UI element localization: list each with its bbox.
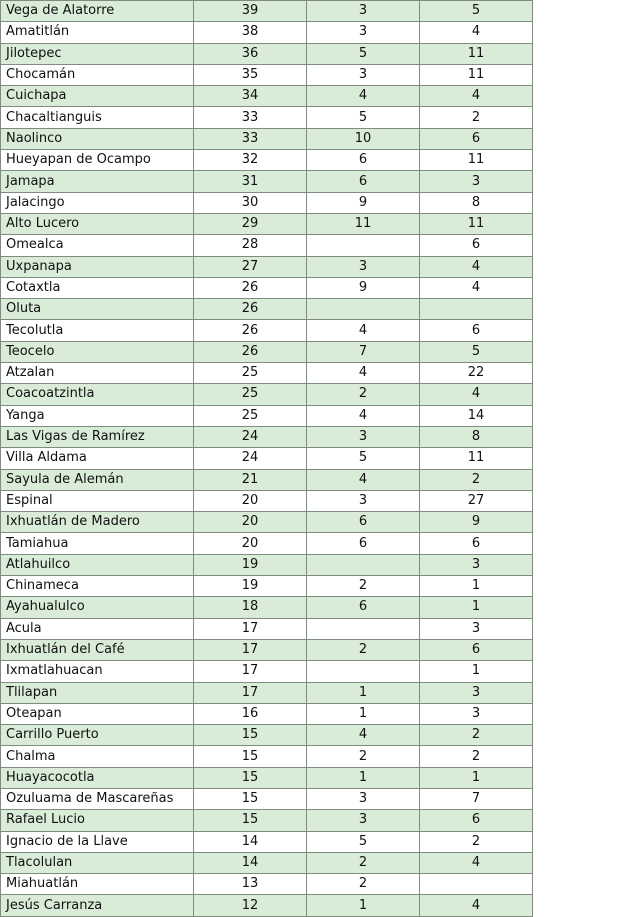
municipality-cell: Chalma: [1, 746, 194, 767]
table-row: [1, 618, 533, 639]
value-cell-2: 6: [307, 171, 420, 192]
table-row: [1, 277, 533, 298]
value-cell-3: 27: [420, 490, 533, 511]
value-cell-1: 17: [194, 618, 307, 639]
value-cell-2: 2: [307, 384, 420, 405]
municipality-cell: Tamiahua: [1, 533, 194, 554]
value-cell-2: 2: [307, 576, 420, 597]
value-cell-2: 4: [307, 725, 420, 746]
table-row: [1, 746, 533, 767]
value-cell-3: 2: [420, 107, 533, 128]
table-row: [1, 874, 533, 895]
table-row: [1, 1, 533, 22]
table-row: [1, 703, 533, 724]
value-cell-2: [307, 554, 420, 575]
value-cell-2: 6: [307, 597, 420, 618]
value-cell-3: 2: [420, 725, 533, 746]
municipality-cell: Vega de Alatorre: [1, 1, 194, 22]
value-cell-1: 39: [194, 1, 307, 22]
value-cell-1: 17: [194, 661, 307, 682]
table-row: [1, 128, 533, 149]
table-row: [1, 320, 533, 341]
table-row: [1, 43, 533, 64]
value-cell-2: 10: [307, 128, 420, 149]
table-row: [1, 576, 533, 597]
value-cell-1: 30: [194, 192, 307, 213]
municipality-cell: Yanga: [1, 405, 194, 426]
municipality-cell: Tlilapan: [1, 682, 194, 703]
table-row: [1, 341, 533, 362]
value-cell-1: 17: [194, 682, 307, 703]
value-cell-1: 29: [194, 213, 307, 234]
value-cell-2: 3: [307, 788, 420, 809]
municipality-cell: Ozuluama de Mascareñas: [1, 788, 194, 809]
value-cell-1: 13: [194, 874, 307, 895]
municipality-cell: Cuichapa: [1, 86, 194, 107]
value-cell-2: 5: [307, 43, 420, 64]
municipality-cell: Ignacio de la Llave: [1, 831, 194, 852]
municipality-cell: Teocelo: [1, 341, 194, 362]
municipality-cell: Atzalan: [1, 363, 194, 384]
value-cell-3: 8: [420, 426, 533, 447]
table-row: [1, 490, 533, 511]
table-row: [1, 171, 533, 192]
value-cell-3: 11: [420, 213, 533, 234]
municipality-cell: Coacoatzintla: [1, 384, 194, 405]
value-cell-1: 20: [194, 512, 307, 533]
value-cell-1: 25: [194, 384, 307, 405]
municipality-cell: Alto Lucero: [1, 213, 194, 234]
value-cell-1: 14: [194, 852, 307, 873]
value-cell-2: 4: [307, 363, 420, 384]
table-row: [1, 810, 533, 831]
municipality-cell: Tecolutla: [1, 320, 194, 341]
table-row: [1, 299, 533, 320]
value-cell-2: [307, 661, 420, 682]
value-cell-3: 4: [420, 86, 533, 107]
table-row: [1, 22, 533, 43]
value-cell-3: 3: [420, 171, 533, 192]
value-cell-1: 33: [194, 128, 307, 149]
value-cell-3: 8: [420, 192, 533, 213]
table-row: [1, 852, 533, 873]
municipality-cell: Jamapa: [1, 171, 194, 192]
value-cell-3: 6: [420, 320, 533, 341]
value-cell-2: 1: [307, 703, 420, 724]
value-cell-3: 1: [420, 576, 533, 597]
value-cell-2: 5: [307, 448, 420, 469]
municipality-cell: Ixmatlahuacan: [1, 661, 194, 682]
value-cell-3: 3: [420, 703, 533, 724]
value-cell-2: 2: [307, 639, 420, 660]
table-row: [1, 788, 533, 809]
value-cell-1: 21: [194, 469, 307, 490]
value-cell-2: 6: [307, 533, 420, 554]
municipality-cell: Hueyapan de Ocampo: [1, 150, 194, 171]
value-cell-3: 11: [420, 150, 533, 171]
table-row: [1, 426, 533, 447]
table-row: [1, 107, 533, 128]
value-cell-3: 2: [420, 831, 533, 852]
value-cell-3: 7: [420, 788, 533, 809]
table-row: [1, 235, 533, 256]
value-cell-2: [307, 235, 420, 256]
value-cell-2: 2: [307, 746, 420, 767]
value-cell-2: 4: [307, 405, 420, 426]
value-cell-1: 26: [194, 299, 307, 320]
value-cell-2: 3: [307, 64, 420, 85]
municipality-cell: Carrillo Puerto: [1, 725, 194, 746]
value-cell-2: 3: [307, 426, 420, 447]
municipality-cell: Atlahuilco: [1, 554, 194, 575]
table-row: [1, 831, 533, 852]
municipality-cell: Jalacingo: [1, 192, 194, 213]
municipality-cell: Tlacolulan: [1, 852, 194, 873]
value-cell-1: 28: [194, 235, 307, 256]
value-cell-3: 4: [420, 852, 533, 873]
value-cell-3: 3: [420, 682, 533, 703]
value-cell-3: 3: [420, 618, 533, 639]
table-row: [1, 213, 533, 234]
value-cell-1: 31: [194, 171, 307, 192]
municipality-cell: Oteapan: [1, 703, 194, 724]
value-cell-3: 14: [420, 405, 533, 426]
value-cell-1: 20: [194, 490, 307, 511]
value-cell-1: 15: [194, 810, 307, 831]
value-cell-3: 4: [420, 277, 533, 298]
value-cell-3: 6: [420, 810, 533, 831]
municipality-cell: Chacaltianguis: [1, 107, 194, 128]
value-cell-2: 6: [307, 512, 420, 533]
municipality-cell: Huayacocotla: [1, 767, 194, 788]
municipality-cell: Jilotepec: [1, 43, 194, 64]
value-cell-3: 11: [420, 64, 533, 85]
table-row: [1, 597, 533, 618]
value-cell-1: 16: [194, 703, 307, 724]
table-row: [1, 767, 533, 788]
value-cell-1: 20: [194, 533, 307, 554]
value-cell-3: 4: [420, 384, 533, 405]
table-row: [1, 895, 533, 916]
value-cell-1: 26: [194, 320, 307, 341]
value-cell-3: 2: [420, 746, 533, 767]
table-row: [1, 554, 533, 575]
value-cell-3: [420, 874, 533, 895]
value-cell-2: 5: [307, 831, 420, 852]
value-cell-2: 9: [307, 192, 420, 213]
value-cell-1: 15: [194, 746, 307, 767]
value-cell-1: 36: [194, 43, 307, 64]
municipality-cell: Rafael Lucio: [1, 810, 194, 831]
value-cell-3: 1: [420, 767, 533, 788]
value-cell-2: 3: [307, 810, 420, 831]
table-row: [1, 150, 533, 171]
municipality-cell: Acula: [1, 618, 194, 639]
value-cell-3: 6: [420, 639, 533, 660]
value-cell-3: 22: [420, 363, 533, 384]
municipality-cell: Villa Aldama: [1, 448, 194, 469]
value-cell-1: 32: [194, 150, 307, 171]
table-row: [1, 469, 533, 490]
value-cell-3: 4: [420, 895, 533, 916]
value-cell-1: 19: [194, 554, 307, 575]
value-cell-3: 6: [420, 533, 533, 554]
municipality-cell: Miahuatlán: [1, 874, 194, 895]
value-cell-1: 18: [194, 597, 307, 618]
value-cell-1: 25: [194, 363, 307, 384]
value-cell-3: 4: [420, 256, 533, 277]
value-cell-2: 3: [307, 22, 420, 43]
value-cell-2: 1: [307, 895, 420, 916]
value-cell-3: 3: [420, 554, 533, 575]
value-cell-1: 15: [194, 788, 307, 809]
value-cell-2: 3: [307, 1, 420, 22]
value-cell-2: 6: [307, 150, 420, 171]
value-cell-1: 34: [194, 86, 307, 107]
municipality-cell: Sayula de Alemán: [1, 469, 194, 490]
table-row: [1, 725, 533, 746]
value-cell-1: 24: [194, 426, 307, 447]
table-row: [1, 682, 533, 703]
value-cell-2: 7: [307, 341, 420, 362]
value-cell-2: 5: [307, 107, 420, 128]
municipality-cell: Uxpanapa: [1, 256, 194, 277]
value-cell-2: 2: [307, 852, 420, 873]
value-cell-2: 11: [307, 213, 420, 234]
value-cell-3: 6: [420, 235, 533, 256]
value-cell-3: 5: [420, 341, 533, 362]
table-row: [1, 192, 533, 213]
value-cell-1: 14: [194, 831, 307, 852]
table-row: [1, 363, 533, 384]
value-cell-3: [420, 299, 533, 320]
value-cell-3: 1: [420, 661, 533, 682]
value-cell-2: 1: [307, 767, 420, 788]
municipality-cell: Chinameca: [1, 576, 194, 597]
value-cell-1: 17: [194, 639, 307, 660]
value-cell-3: 5: [420, 1, 533, 22]
municipality-cell: Espinal: [1, 490, 194, 511]
municipality-cell: Jesús Carranza: [1, 895, 194, 916]
value-cell-1: 33: [194, 107, 307, 128]
value-cell-1: 26: [194, 341, 307, 362]
value-cell-1: 15: [194, 725, 307, 746]
value-cell-1: 24: [194, 448, 307, 469]
value-cell-2: 3: [307, 490, 420, 511]
table-row: [1, 639, 533, 660]
value-cell-1: 12: [194, 895, 307, 916]
value-cell-1: 38: [194, 22, 307, 43]
table-body: [1, 1, 533, 917]
value-cell-2: [307, 299, 420, 320]
value-cell-3: 11: [420, 448, 533, 469]
value-cell-1: 25: [194, 405, 307, 426]
municipality-cell: Ixhuatlán de Madero: [1, 512, 194, 533]
table-row: [1, 405, 533, 426]
municipality-cell: Chocamán: [1, 64, 194, 85]
value-cell-1: 27: [194, 256, 307, 277]
value-cell-1: 15: [194, 767, 307, 788]
municipality-cell: Las Vigas de Ramírez: [1, 426, 194, 447]
municipality-cell: Amatitlán: [1, 22, 194, 43]
value-cell-3: 11: [420, 43, 533, 64]
table-row: [1, 256, 533, 277]
table-row: [1, 384, 533, 405]
table-row: [1, 86, 533, 107]
value-cell-1: 35: [194, 64, 307, 85]
value-cell-1: 19: [194, 576, 307, 597]
value-cell-3: 9: [420, 512, 533, 533]
municipality-cell: Ixhuatlán del Café: [1, 639, 194, 660]
value-cell-3: 2: [420, 469, 533, 490]
value-cell-2: 4: [307, 86, 420, 107]
value-cell-3: 4: [420, 22, 533, 43]
table-row: [1, 64, 533, 85]
municipality-cell: Naolinco: [1, 128, 194, 149]
municipality-cell: Omealca: [1, 235, 194, 256]
value-cell-2: 1: [307, 682, 420, 703]
table-row: [1, 512, 533, 533]
value-cell-1: 26: [194, 277, 307, 298]
value-cell-3: 6: [420, 128, 533, 149]
municipality-cell: Ayahualulco: [1, 597, 194, 618]
table-row: [1, 661, 533, 682]
value-cell-2: [307, 618, 420, 639]
value-cell-2: 2: [307, 874, 420, 895]
table-row: [1, 533, 533, 554]
municipality-cell: Cotaxtla: [1, 277, 194, 298]
value-cell-2: 3: [307, 256, 420, 277]
value-cell-3: 1: [420, 597, 533, 618]
value-cell-2: 9: [307, 277, 420, 298]
value-cell-2: 4: [307, 320, 420, 341]
value-cell-2: 4: [307, 469, 420, 490]
municipality-cell: Oluta: [1, 299, 194, 320]
table-row: [1, 448, 533, 469]
